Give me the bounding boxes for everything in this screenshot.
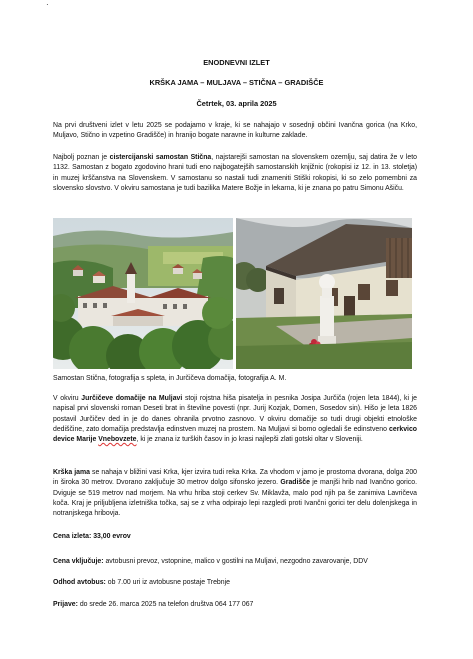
muljava-paragraph: [53, 394, 417, 445]
signup-value: do srede 26. marca 2025 na telefon društva 064 177 067: [77, 601, 254, 608]
muljava-name: Jurčičeve domačije na Muljavi: [81, 395, 183, 402]
corner-mark: ·: [46, 0, 49, 9]
signup-label: Prijave:: [53, 601, 78, 608]
includes-line: [53, 558, 368, 565]
text-run: V okviru: [53, 395, 82, 402]
intro-paragraph: Na prvi društveni izlet v letu 2025 se podajamo v kraje, ki se nahajajo v sosednji občini Ivančna gorica (na Krko, Muljavo, Stično in vzpetino Gradišče) in hranijo bogate naravne in kulturne zaklade.: [53, 122, 417, 140]
krska-jama-name: Krška jama: [53, 469, 90, 476]
departure-line: [53, 579, 230, 586]
signup-line: [53, 601, 253, 608]
text-run: je manjši hrib nad Ivančno gorico. Dviguje se 519 metrov nad morjem. Na vrhu hriba stoji cerkev Sv. Miklavža, malo pod njih pa še zanimiva Lavričeva koča. Kraj je priljubljena izletniška točka, saj se z vrha odpirajo lepi razgledi proti Ivančni gorici ter delu dolenjskega in notranjskega hribovja.: [53, 479, 417, 518]
church-name: cerkvico device Marije: [53, 425, 417, 444]
departure-label: Odhod avtobus:: [53, 579, 106, 586]
spellcheck-marked-word: Vnebovzete: [98, 436, 137, 444]
includes-value: avtobusni prevoz, vstopnine, malico v gostilni na Muljavi, nezgodno zavarovanje, DDV: [103, 558, 368, 565]
photo-caption: Samostan Stična, fotografija s spleta, in Jurčičeva domačija, fotografija A. M.: [53, 375, 287, 382]
sticna-paragraph: [53, 153, 417, 194]
sticna-name: cistercijanski samostan Stična: [109, 154, 212, 161]
route-heading: KRŠKA JAMA – MULJAVA – STIČNA – GRADIŠČE: [149, 78, 324, 87]
jurcic-homestead-photo: [236, 218, 412, 369]
krska-paragraph: [53, 468, 417, 519]
sticna-monastery-photo: [53, 218, 233, 369]
price-line: Cena izleta: 33,00 evrov: [53, 533, 131, 540]
text-run: Najbolj poznan je: [53, 154, 110, 161]
text-run: , ki je znana iz turških časov in jo krasi najlepši zlati gotski oltar v Sloveniji.: [136, 436, 363, 444]
date-heading: Četrtek, 03. aprila 2025: [196, 99, 277, 108]
text-run: , najstarejši samostan na slovenskem ozemlju, saj datira že v leto 1132. Samostan z bogato zgodovino hrani tudi eno najbogatejših samostanskih knjižnic (rokopisi iz 12. in 13. stoletja) in muzej krščanstva na Slovenskem. V samostanu so nastali tudi znameniti Stiški rokopisi, ki so zelo pomembni za slovensko slovstvo. V okviru samostana je tudi bazilika Matere Božje in lekarna, ki je znana po patru Simonu Ašiču.: [53, 154, 417, 192]
text-run: stoji rojstna hiša pisatelja in pesnika Josipa Jurčiča (rojen leta 1844), ki je napisal prvi slovenski roman Deseti brat in številne povesti (npr. Jurij Kozjak, Domen, Sosedov sin). Hišo je leta 1826 postavil Jurčičev ded in je do danes ohranila prvotno zasnovo. V okviru domačije so tudi drugi objekti etnološke dediščine, zato domačija predstavlja edinstven muzej na prostem. Na Muljavi si bomo ogledali še edinstveno: [53, 395, 418, 433]
document-title: ENODNEVNI IZLET: [203, 58, 270, 67]
departure-value: ob 7.00 uri iz avtobusne postaje Trebnje: [105, 579, 230, 586]
gradisce-name: Gradišče: [280, 479, 310, 487]
includes-label: Cena vključuje:: [53, 558, 104, 565]
text-run: se nahaja v bližini vasi Krka, kjer izvira tudi reka Krka. Za vhodom v jamo je prostorna dvorana, dolga 200 in široka 30 metrov. Dvorano zaključuje 30 metrov dolgo sifonsko jezero.: [53, 469, 417, 487]
